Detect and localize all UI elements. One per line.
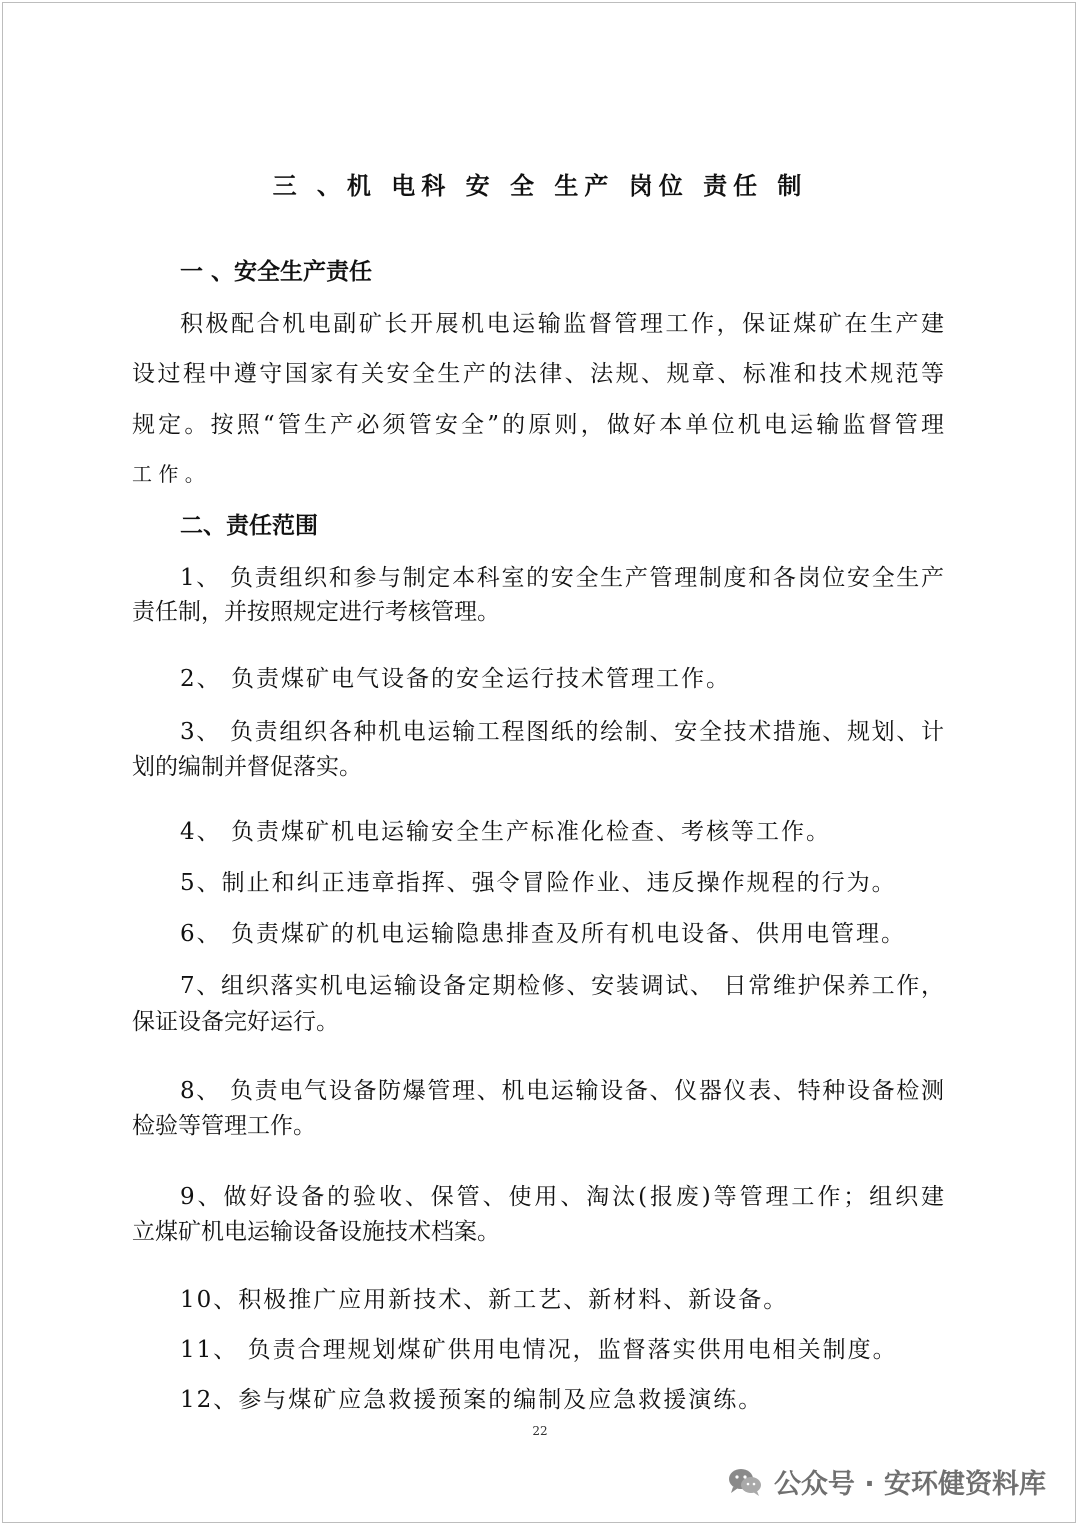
section-heading-scope: 二、责任范围 (180, 512, 318, 539)
document-title: 三 、机 电科 安 全 生产 岗位 责任 制 (272, 171, 808, 200)
list-item-continuation: 检验等管理工作。 (132, 1113, 316, 1139)
list-item: 5、制止和纠正违章指挥、强令冒险作业、违反操作规程的行为。 (180, 870, 897, 896)
list-item: 12、参与煤矿应急救援预案的编制及应急救援演练。 (180, 1387, 764, 1413)
wechat-icon (728, 1467, 762, 1497)
section-heading-safety: 一 、安全生产责任 (180, 258, 373, 285)
watermark (728, 1462, 1046, 1501)
list-item-continuation: 保证设备完好运行。 (132, 1009, 339, 1035)
list-item: 2、 负责煤矿电气设备的安全运行技术管理工作。 (180, 666, 731, 692)
paragraph-line: 工 作 。 (132, 462, 205, 486)
list-item: 3、 负责组织各种机电运输工程图纸的绘制、安全技术措施、规划、计 (180, 719, 944, 745)
list-item: 1、 负责组织和参与制定本科室的安全生产管理制度和各岗位安全生产 (180, 565, 944, 591)
paragraph-line: 积极配合机电副矿长开展机电运输监督管理工作，保证煤矿在生产建 (180, 311, 944, 337)
list-item-continuation: 划的编制并督促落实。 (132, 754, 362, 780)
list-item-continuation: 责任制，并按照规定进行考核管理。 (132, 599, 500, 625)
paragraph-line: 规定。按照“管生产必须管安全”的原则，做好本单位机电运输监督管理 (132, 412, 944, 438)
list-item: 6、 负责煤矿的机电运输隐患排查及所有机电设备、供用电管理。 (180, 921, 906, 947)
page-number: 22 (532, 1424, 548, 1438)
list-item: 9、做好设备的验收、保管、使用、淘汰(报废)等管理工作；组织建 (180, 1184, 944, 1210)
list-item: 4、 负责煤矿机电运输安全生产标准化检查、考核等工作。 (180, 819, 831, 845)
list-item: 8、 负责电气设备防爆管理、机电运输设备、仪器仪表、特种设备检测 (180, 1078, 944, 1104)
list-item: 10、积极推广应用新技术、新工艺、新材料、新设备。 (180, 1287, 789, 1313)
list-item: 11、 负责合理规划煤矿供用电情况，监督落实供用电相关制度。 (180, 1337, 898, 1363)
list-item-continuation: 立煤矿机电运输设备设施技术档案。 (132, 1219, 500, 1245)
watermark-text: 公众号 · 安环健资料库 (773, 1469, 1046, 1500)
paragraph-line: 设过程中遵守国家有关安全生产的法律、法规、规章、标准和技术规范等 (132, 361, 944, 387)
list-item: 7、组织落实机电运输设备定期检修、安装调试、 日常维护保养工作， (180, 973, 944, 999)
